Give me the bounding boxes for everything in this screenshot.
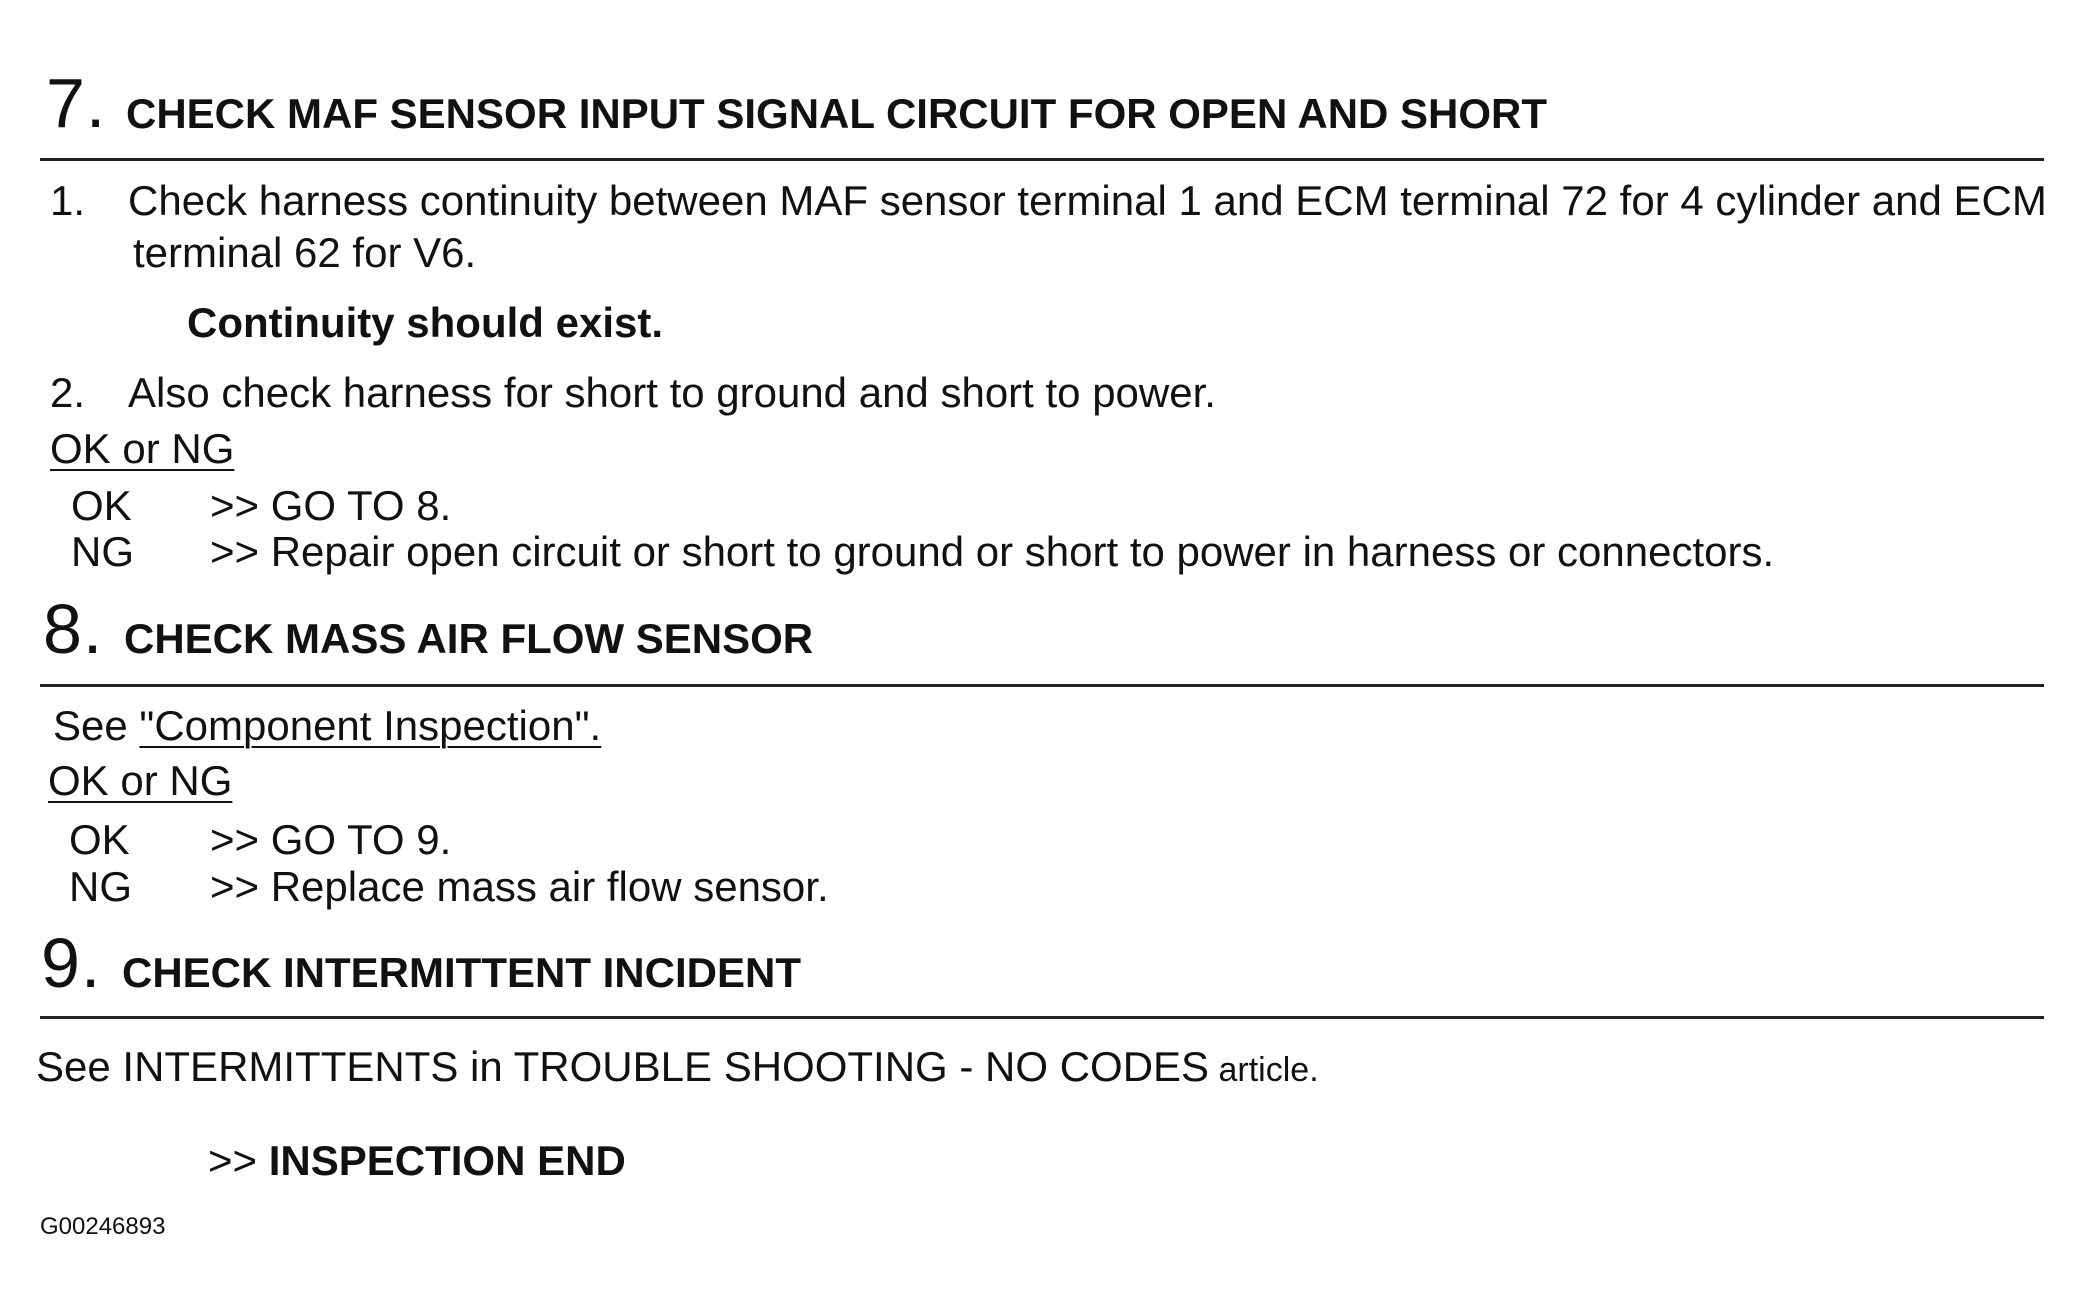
step-8-result-ok-action: >> GO TO 9. [210,816,452,863]
step-8-ok-ng-heading: OK or NG [48,757,233,804]
step-7-item-2-index: 2. [50,369,86,416]
step-7-ok-ng-heading: OK or NG [50,425,235,472]
figure-code: G00246893 [40,1213,166,1240]
step-9-see-suffix: article. [1209,1051,1319,1089]
step-8-result-ng-label: NG [69,863,132,910]
step-8-see-prefix: See [53,702,140,749]
step-7-result-ng-label: NG [71,528,134,575]
step-7-title: CHECK MAF SENSOR INPUT SIGNAL CIRCUIT FOR OPEN AND SHORT [126,90,1548,137]
step-8-title: CHECK MASS AIR FLOW SENSOR [124,615,814,662]
step-9-number: 9. [41,924,102,1002]
step-8-result-ok-label: OK [69,816,130,863]
inspection-end-line [208,1137,626,1184]
step-7-item-1-line-2: terminal 62 for V6. [133,229,477,276]
step-9-see-line [36,1043,1319,1090]
inspection-end-arrow: >> [208,1137,258,1184]
step-8-divider [40,684,2044,687]
step-7-divider [40,158,2044,161]
step-7-note: Continuity should exist. [187,299,664,346]
step-7-item-2-line-1: Also check harness for short to ground and short to power. [128,369,1216,416]
inspection-end-label: INSPECTION END [268,1137,626,1184]
step-9-title: CHECK INTERMITTENT INCIDENT [122,949,801,996]
step-9-see-main: See INTERMITTENTS in TROUBLE SHOOTING - NO CODES [36,1043,1210,1090]
component-inspection-link[interactable]: "Component Inspection". [139,702,602,749]
step-8-result-ng-action: >> Replace mass air flow sensor. [210,863,829,910]
step-7-result-ok-action: >> GO TO 8. [210,482,452,529]
step-8-see-line [53,702,602,749]
step-7-number: 7. [46,64,107,142]
step-7-item-1-index: 1. [50,177,86,224]
step-9-divider [40,1016,2044,1019]
step-8-number: 8. [43,590,104,668]
step-7-result-ok-label: OK [71,482,132,529]
step-7-item-1-line-1: Check harness continuity between MAF sensor terminal 1 and ECM terminal 72 for 4 cylinder and ECM [128,177,2047,224]
step-7-result-ng-action: >> Repair open circuit or short to ground or short to power in harness or connectors. [210,528,1775,575]
